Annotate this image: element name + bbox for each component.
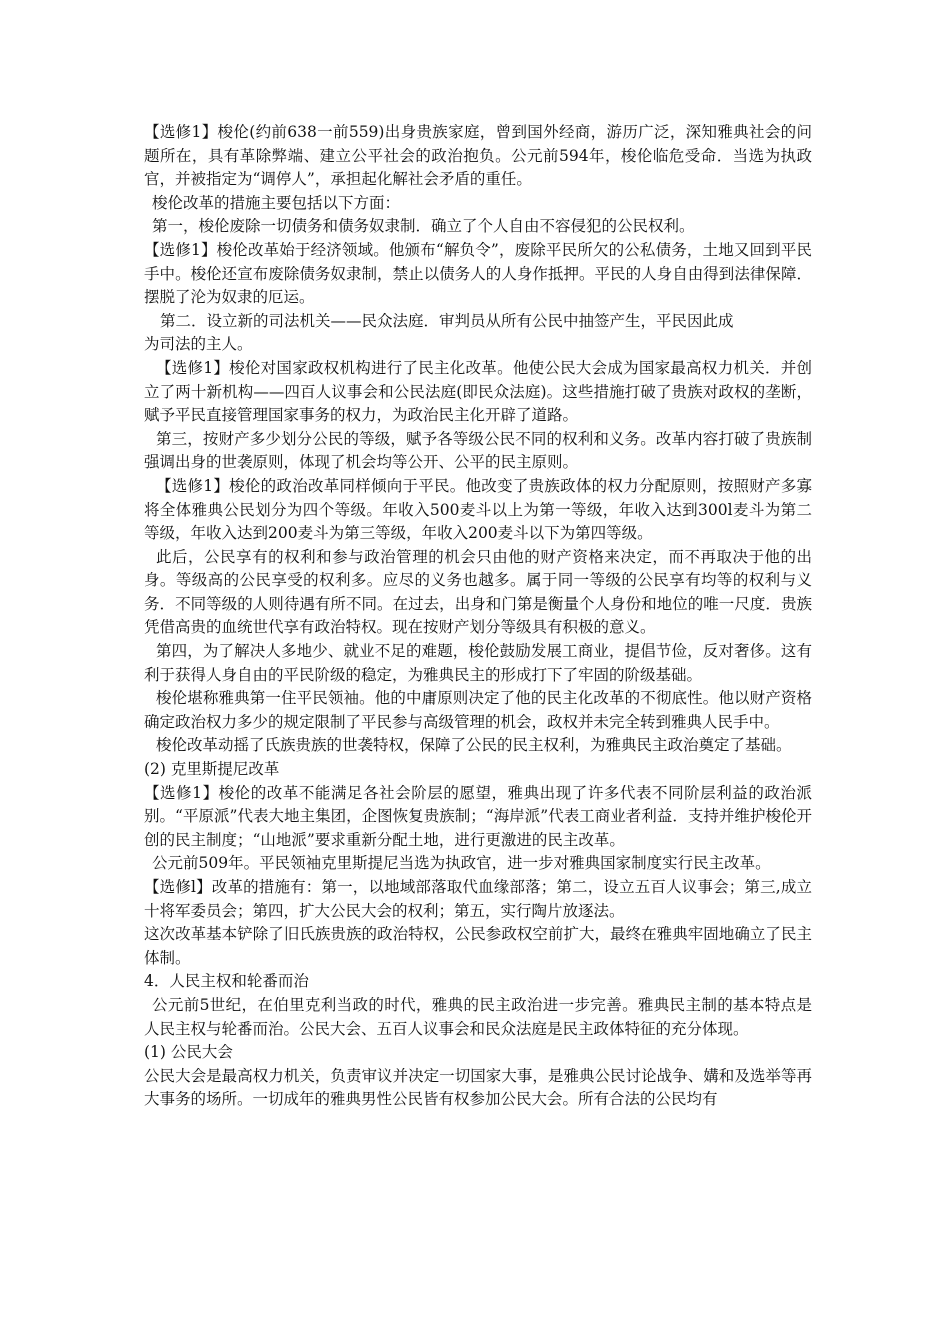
paragraph-assembly-description: 公民大会是最高权力机关，负责审议并决定一切国家大事，是雅典公民讨论战争、媾和及选举等再大事务的场所。一切成年的雅典男性公民皆有权参加公民大会。所有合法的公民均有	[144, 1066, 812, 1109]
paragraph-economic-reform: 【选修1】梭伦改革始于经济领域。他颁布“解负令”，废除平民所欠的公私债务，土地又回到平民手中。梭伦还宣布废除债务奴隶制，禁止以债务人的人身作抵押。平民的人身自由得到法律保障．摆脱了沦为奴隶的厄运。	[144, 240, 812, 307]
document-page	[144, 121, 812, 1112]
paragraph-cleisthenes-elected: 公元前509年。平民领袖克里斯提尼当选为执政官，进一步对雅典国家制度实行民主改革。	[152, 854, 771, 873]
paragraph-second-measure-cont: 为司法的主人。	[144, 335, 253, 354]
section-heading-assembly: (1) 公民大会	[144, 1043, 233, 1062]
section-heading-popular-sovereignty: 4．人民主权和轮番而治	[144, 972, 309, 991]
paragraph-political-institutions: 【选修1】梭伦对国家政权机构进行了民主化改革。他使公民大会成为国家最高权力机关．并创立了两十新机构——四百人议事会和公民法庭(即民众法庭)。这些措施打破了贵族对政权的垄断，赋予平民直接管理国家事务的权力，为政治民主化开辟了道路。	[144, 358, 812, 425]
paragraph-cleisthenes-measures: 【选修l】改革的措施有：第一，以地域部落取代血缘部落；第二，设立五百人议事会；第三,成立十将军委员会；第四，扩大公民大会的权利；第五，实行陶片放逐法。	[144, 878, 812, 920]
paragraph-political-factions: 【选修1】梭伦的改革不能满足各社会阶层的愿望，雅典出现了许多代表不同阶层利益的政治派别。“平原派”代表大地主集团，企图恢复贵族制；“海岸派”代表工商业者利益．支持并维护梭伦开创的民主制度；“山地派”要求重新分配土地，进行更激进的民主改革。	[144, 783, 812, 849]
paragraph-solon-background: 【选修1】梭伦(约前638一前559)出身贵族家庭，曾到国外经商，游历广泛，深知雅典社会的问题所在，具有革除弊端、建立公平社会的政治抱负。公元前594年，梭伦临危受命．当选为执政官，并被指定为“调停人”，承担起化解社会矛盾的重任。	[144, 123, 812, 189]
paragraph-solon-assessment: 梭伦堪称雅典第一住平民领袖。他的中庸原则决定了他的民主化改革的不彻底性。他以财产资格确定政治权力多少的规定限制了平民参与高级管理的机会，政权并未完全转到雅典人民手中。	[144, 689, 812, 731]
paragraph-reform-measures-intro: 梭伦改革的措施主要包括以下方面：	[152, 193, 401, 212]
paragraph-fourth-measure: 第四，为了解决人多地少、就业不足的难题，梭伦鼓励发展工商业，提倡节俭，反对奢侈。这有利于获得人身自由的平民阶级的稳定，为雅典民主的形成打下了牢固的阶级基础。	[144, 642, 812, 684]
section-heading-cleisthenes: (2) 克里斯提尼改革	[144, 760, 280, 779]
paragraph-solon-significance: 梭伦改革动摇了氏族贵族的世袭特权，保障了公民的民主权利，为雅典民主政治奠定了基础。	[156, 736, 792, 755]
paragraph-pericles-era: 公元前5世纪，在伯里克利当政的时代，雅典的民主政治进一步完善。雅典民主制的基本特点是人民主权与轮番而治。公民大会、五百人议事会和民众法庭是民主政体特征的充分体现。	[144, 995, 812, 1038]
paragraph-second-measure: 第二．设立新的司法机关——民众法庭．审判员从所有公民中抽签产生，平民因此成	[160, 311, 734, 330]
paragraph-first-measure: 第一，梭伦废除一切债务和债务奴隶制．确立了个人自由不容侵犯的公民权利。	[152, 217, 695, 236]
paragraph-cleisthenes-result: 这次改革基本铲除了旧氏族贵族的政治特权，公民参政权空前扩大，最终在雅典牢固地确立了民主体制。	[144, 925, 812, 967]
paragraph-property-classes: 【选修1】梭伦的政治改革同样倾向于平民。他改变了贵族政体的权力分配原则，按照财产多寡将全体雅典公民划分为四个等级。年收入500麦斗以上为第一等级，年收入达到300l麦斗为第二等级，年收入达到200麦斗为第三等级，年收入200麦斗以下为第四等级。	[144, 476, 812, 543]
paragraph-rights-by-property: 此后，公民享有的权利和参与政治管理的机会只由他的财产资格来决定，而不再取决于他的出身。等级高的公民享受的权利多。应尽的义务也越多。属于同一等级的公民享有均等的权利与义务．不同等级的人则待遇有所不同。在过去，出身和门第是衡量个人身份和地位的唯一尺度．贵族凭借高贵的血统世代享有政治特权。现在按财产划分等级具有积极的意义。	[144, 547, 812, 637]
paragraph-third-measure: 第三，按财产多少划分公民的等级，赋予各等级公民不同的权利和义务。改革内容打破了贵族制强调出身的世袭原则，体现了机会均等公开、公平的民主原则。	[144, 429, 812, 472]
